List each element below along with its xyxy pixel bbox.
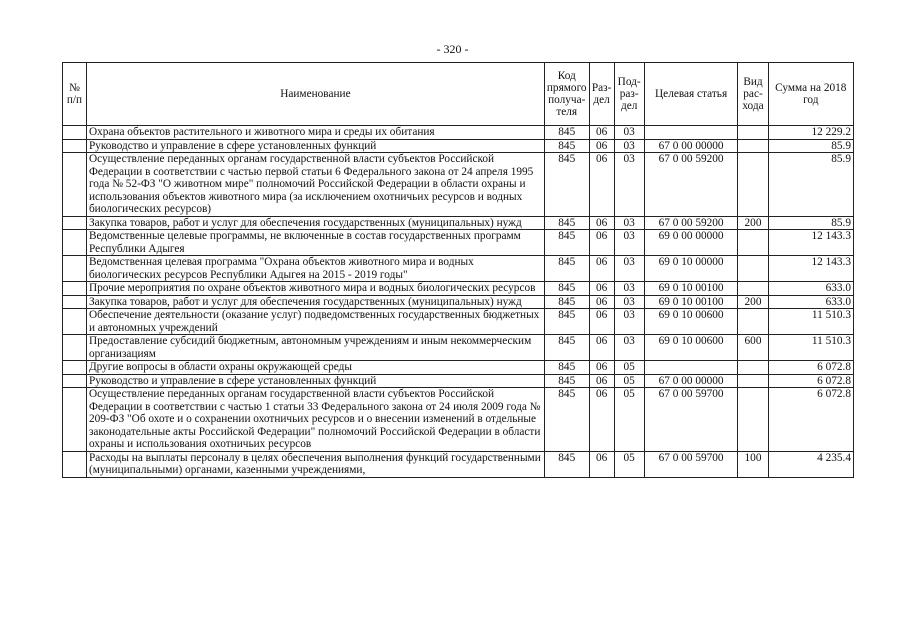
header-sum: Сумма на 2018 год: [768, 63, 853, 126]
table-row: [63, 282, 854, 296]
cell-expense-type: [738, 309, 768, 335]
cell-section: 06: [589, 309, 614, 335]
cell-name: Ведомственная целевая программа "Охрана объектов животного мира и водных биологических ресурсов Республики Адыгея на 2015 - 2019 годы": [86, 256, 544, 282]
cell-sum: 85.9: [768, 139, 853, 153]
cell-sum: 12 229.2: [768, 126, 853, 140]
table-row: [63, 295, 854, 309]
cell-target-item: 67 0 00 00000: [644, 139, 738, 153]
cell-name: Закупка товаров, работ и услуг для обеспечения государственных (муниципальных) нужд: [86, 216, 544, 230]
cell-subsection: 03: [614, 126, 644, 140]
cell-section: 06: [589, 451, 614, 477]
cell-subsection: 05: [614, 361, 644, 375]
cell-recipient-code: 845: [544, 126, 589, 140]
cell-target-item: 69 0 10 00600: [644, 335, 738, 361]
cell-number: [63, 153, 87, 217]
cell-expense-type: [738, 153, 768, 217]
table-row: [63, 335, 854, 361]
table-row: [63, 451, 854, 477]
table-row: [63, 216, 854, 230]
cell-target-item: 67 0 00 59200: [644, 153, 738, 217]
cell-section: 06: [589, 139, 614, 153]
cell-subsection: 05: [614, 451, 644, 477]
cell-number: [63, 309, 87, 335]
cell-sum: 6 072.8: [768, 388, 853, 452]
cell-sum: 12 143.3: [768, 230, 853, 256]
cell-number: [63, 256, 87, 282]
cell-target-item: 67 0 00 59200: [644, 216, 738, 230]
cell-name: Прочие мероприятия по охране объектов животного мира и водных биологических ресурсов: [86, 282, 544, 296]
table-row: [63, 374, 854, 388]
cell-expense-type: [738, 374, 768, 388]
cell-name: Расходы на выплаты персоналу в целях обеспечения выполнения функций государственными (муниципальными) органами, казенными учреждениями,: [86, 451, 544, 477]
table-body: [63, 126, 854, 478]
cell-recipient-code: 845: [544, 282, 589, 296]
header-expense-type: Вид рас-хода: [738, 63, 768, 126]
cell-name: Осуществление переданных органам государственной власти субъектов Российской Федерации в соответствии с частью первой статьи 6 Федерального закона от 24 апреля 1995 года № 52-ФЗ "О животном мире" полномочий Российской Федерации в области охраны и использования объектов животного мира (за исключением охотничьих ресурсов и водных биологических ресурсов): [86, 153, 544, 217]
budget-table: [62, 62, 854, 478]
cell-sum: 6 072.8: [768, 374, 853, 388]
cell-target-item: 67 0 00 59700: [644, 388, 738, 452]
cell-number: [63, 388, 87, 452]
header-name: Наименование: [86, 63, 544, 126]
cell-recipient-code: 845: [544, 388, 589, 452]
cell-number: [63, 374, 87, 388]
cell-recipient-code: 845: [544, 230, 589, 256]
cell-section: 06: [589, 361, 614, 375]
cell-subsection: 03: [614, 282, 644, 296]
table-row: [63, 230, 854, 256]
cell-subsection: 05: [614, 374, 644, 388]
cell-section: 06: [589, 153, 614, 217]
cell-name: Закупка товаров, работ и услуг для обеспечения государственных (муниципальных) нужд: [86, 295, 544, 309]
cell-expense-type: [738, 361, 768, 375]
cell-subsection: 03: [614, 295, 644, 309]
cell-subsection: 03: [614, 335, 644, 361]
cell-expense-type: 600: [738, 335, 768, 361]
cell-sum: 85.9: [768, 216, 853, 230]
cell-section: 06: [589, 335, 614, 361]
header-target-item: Целевая статья: [644, 63, 738, 126]
header-recipient-code: Код прямого получа-теля: [544, 63, 589, 126]
cell-recipient-code: 845: [544, 153, 589, 217]
cell-section: 06: [589, 216, 614, 230]
cell-number: [63, 230, 87, 256]
cell-expense-type: [738, 282, 768, 296]
table-row: [63, 309, 854, 335]
cell-section: 06: [589, 295, 614, 309]
cell-number: [63, 361, 87, 375]
cell-sum: 6 072.8: [768, 361, 853, 375]
cell-name: Руководство и управление в сфере установленных функций: [86, 139, 544, 153]
cell-section: 06: [589, 126, 614, 140]
cell-number: [63, 126, 87, 140]
cell-subsection: 03: [614, 153, 644, 217]
cell-subsection: 05: [614, 388, 644, 452]
cell-section: 06: [589, 388, 614, 452]
table-row: [63, 126, 854, 140]
cell-section: 06: [589, 374, 614, 388]
cell-target-item: [644, 126, 738, 140]
cell-expense-type: 100: [738, 451, 768, 477]
cell-name: Обеспечение деятельности (оказание услуг) подведомственных государственных бюджетных и автономных учреждений: [86, 309, 544, 335]
cell-expense-type: [738, 230, 768, 256]
cell-number: [63, 216, 87, 230]
cell-sum: 633.0: [768, 282, 853, 296]
cell-subsection: 03: [614, 216, 644, 230]
cell-name: Руководство и управление в сфере установленных функций: [86, 374, 544, 388]
cell-target-item: 69 0 00 00000: [644, 230, 738, 256]
cell-recipient-code: 845: [544, 295, 589, 309]
cell-number: [63, 295, 87, 309]
cell-section: 06: [589, 256, 614, 282]
cell-name: Ведомственные целевые программы, не включенные в состав государственных программ Республики Адыгея: [86, 230, 544, 256]
cell-subsection: 03: [614, 309, 644, 335]
cell-target-item: 67 0 00 00000: [644, 374, 738, 388]
cell-target-item: 67 0 00 59700: [644, 451, 738, 477]
cell-sum: 85.9: [768, 153, 853, 217]
cell-number: [63, 282, 87, 296]
cell-expense-type: 200: [738, 216, 768, 230]
cell-recipient-code: 845: [544, 361, 589, 375]
cell-name: Осуществление переданных органам государственной власти субъектов Российской Федерации в соответствии с частью 1 статьи 33 Федерального закона от 24 июля 2009 года № 209-ФЗ "Об охоте и о сохранении охотничьих ресурсов и о внесении изменений в отдельные законодательные акты Российской Федерации" полномочий Российской Федерации в области охраны и использования охотничьих ресурсов: [86, 388, 544, 452]
cell-section: 06: [589, 282, 614, 296]
cell-number: [63, 139, 87, 153]
table-row: [63, 256, 854, 282]
cell-name: Охрана объектов растительного и животного мира и среды их обитания: [86, 126, 544, 140]
table-row: [63, 361, 854, 375]
cell-subsection: 03: [614, 230, 644, 256]
cell-recipient-code: 845: [544, 374, 589, 388]
cell-recipient-code: 845: [544, 451, 589, 477]
cell-target-item: 69 0 10 00000: [644, 256, 738, 282]
cell-sum: 4 235.4: [768, 451, 853, 477]
header-number: № п/п: [63, 63, 87, 126]
cell-expense-type: [738, 256, 768, 282]
cell-name: Другие вопросы в области охраны окружающей среды: [86, 361, 544, 375]
cell-target-item: 69 0 10 00100: [644, 295, 738, 309]
cell-expense-type: 200: [738, 295, 768, 309]
cell-subsection: 03: [614, 256, 644, 282]
cell-name: Предоставление субсидий бюджетным, автономным учреждениям и иным некоммерческим организациям: [86, 335, 544, 361]
cell-sum: 11 510.3: [768, 335, 853, 361]
cell-target-item: 69 0 10 00100: [644, 282, 738, 296]
cell-sum: 633.0: [768, 295, 853, 309]
table-row: [63, 388, 854, 452]
cell-sum: 12 143.3: [768, 256, 853, 282]
page-number: - 320 -: [436, 42, 469, 56]
cell-expense-type: [738, 126, 768, 140]
cell-number: [63, 451, 87, 477]
cell-sum: 11 510.3: [768, 309, 853, 335]
cell-recipient-code: 845: [544, 309, 589, 335]
budget-table-container: [62, 62, 857, 640]
cell-recipient-code: 845: [544, 139, 589, 153]
cell-recipient-code: 845: [544, 256, 589, 282]
cell-expense-type: [738, 139, 768, 153]
cell-target-item: 69 0 10 00600: [644, 309, 738, 335]
table-row: [63, 139, 854, 153]
cell-section: 06: [589, 230, 614, 256]
table-header-row: [63, 63, 854, 126]
cell-recipient-code: 845: [544, 216, 589, 230]
table-row: [63, 153, 854, 217]
header-section: Раз-дел: [589, 63, 614, 126]
cell-subsection: 03: [614, 139, 644, 153]
cell-number: [63, 335, 87, 361]
cell-recipient-code: 845: [544, 335, 589, 361]
header-subsection: Под-раз-дел: [614, 63, 644, 126]
cell-target-item: [644, 361, 738, 375]
cell-expense-type: [738, 388, 768, 452]
